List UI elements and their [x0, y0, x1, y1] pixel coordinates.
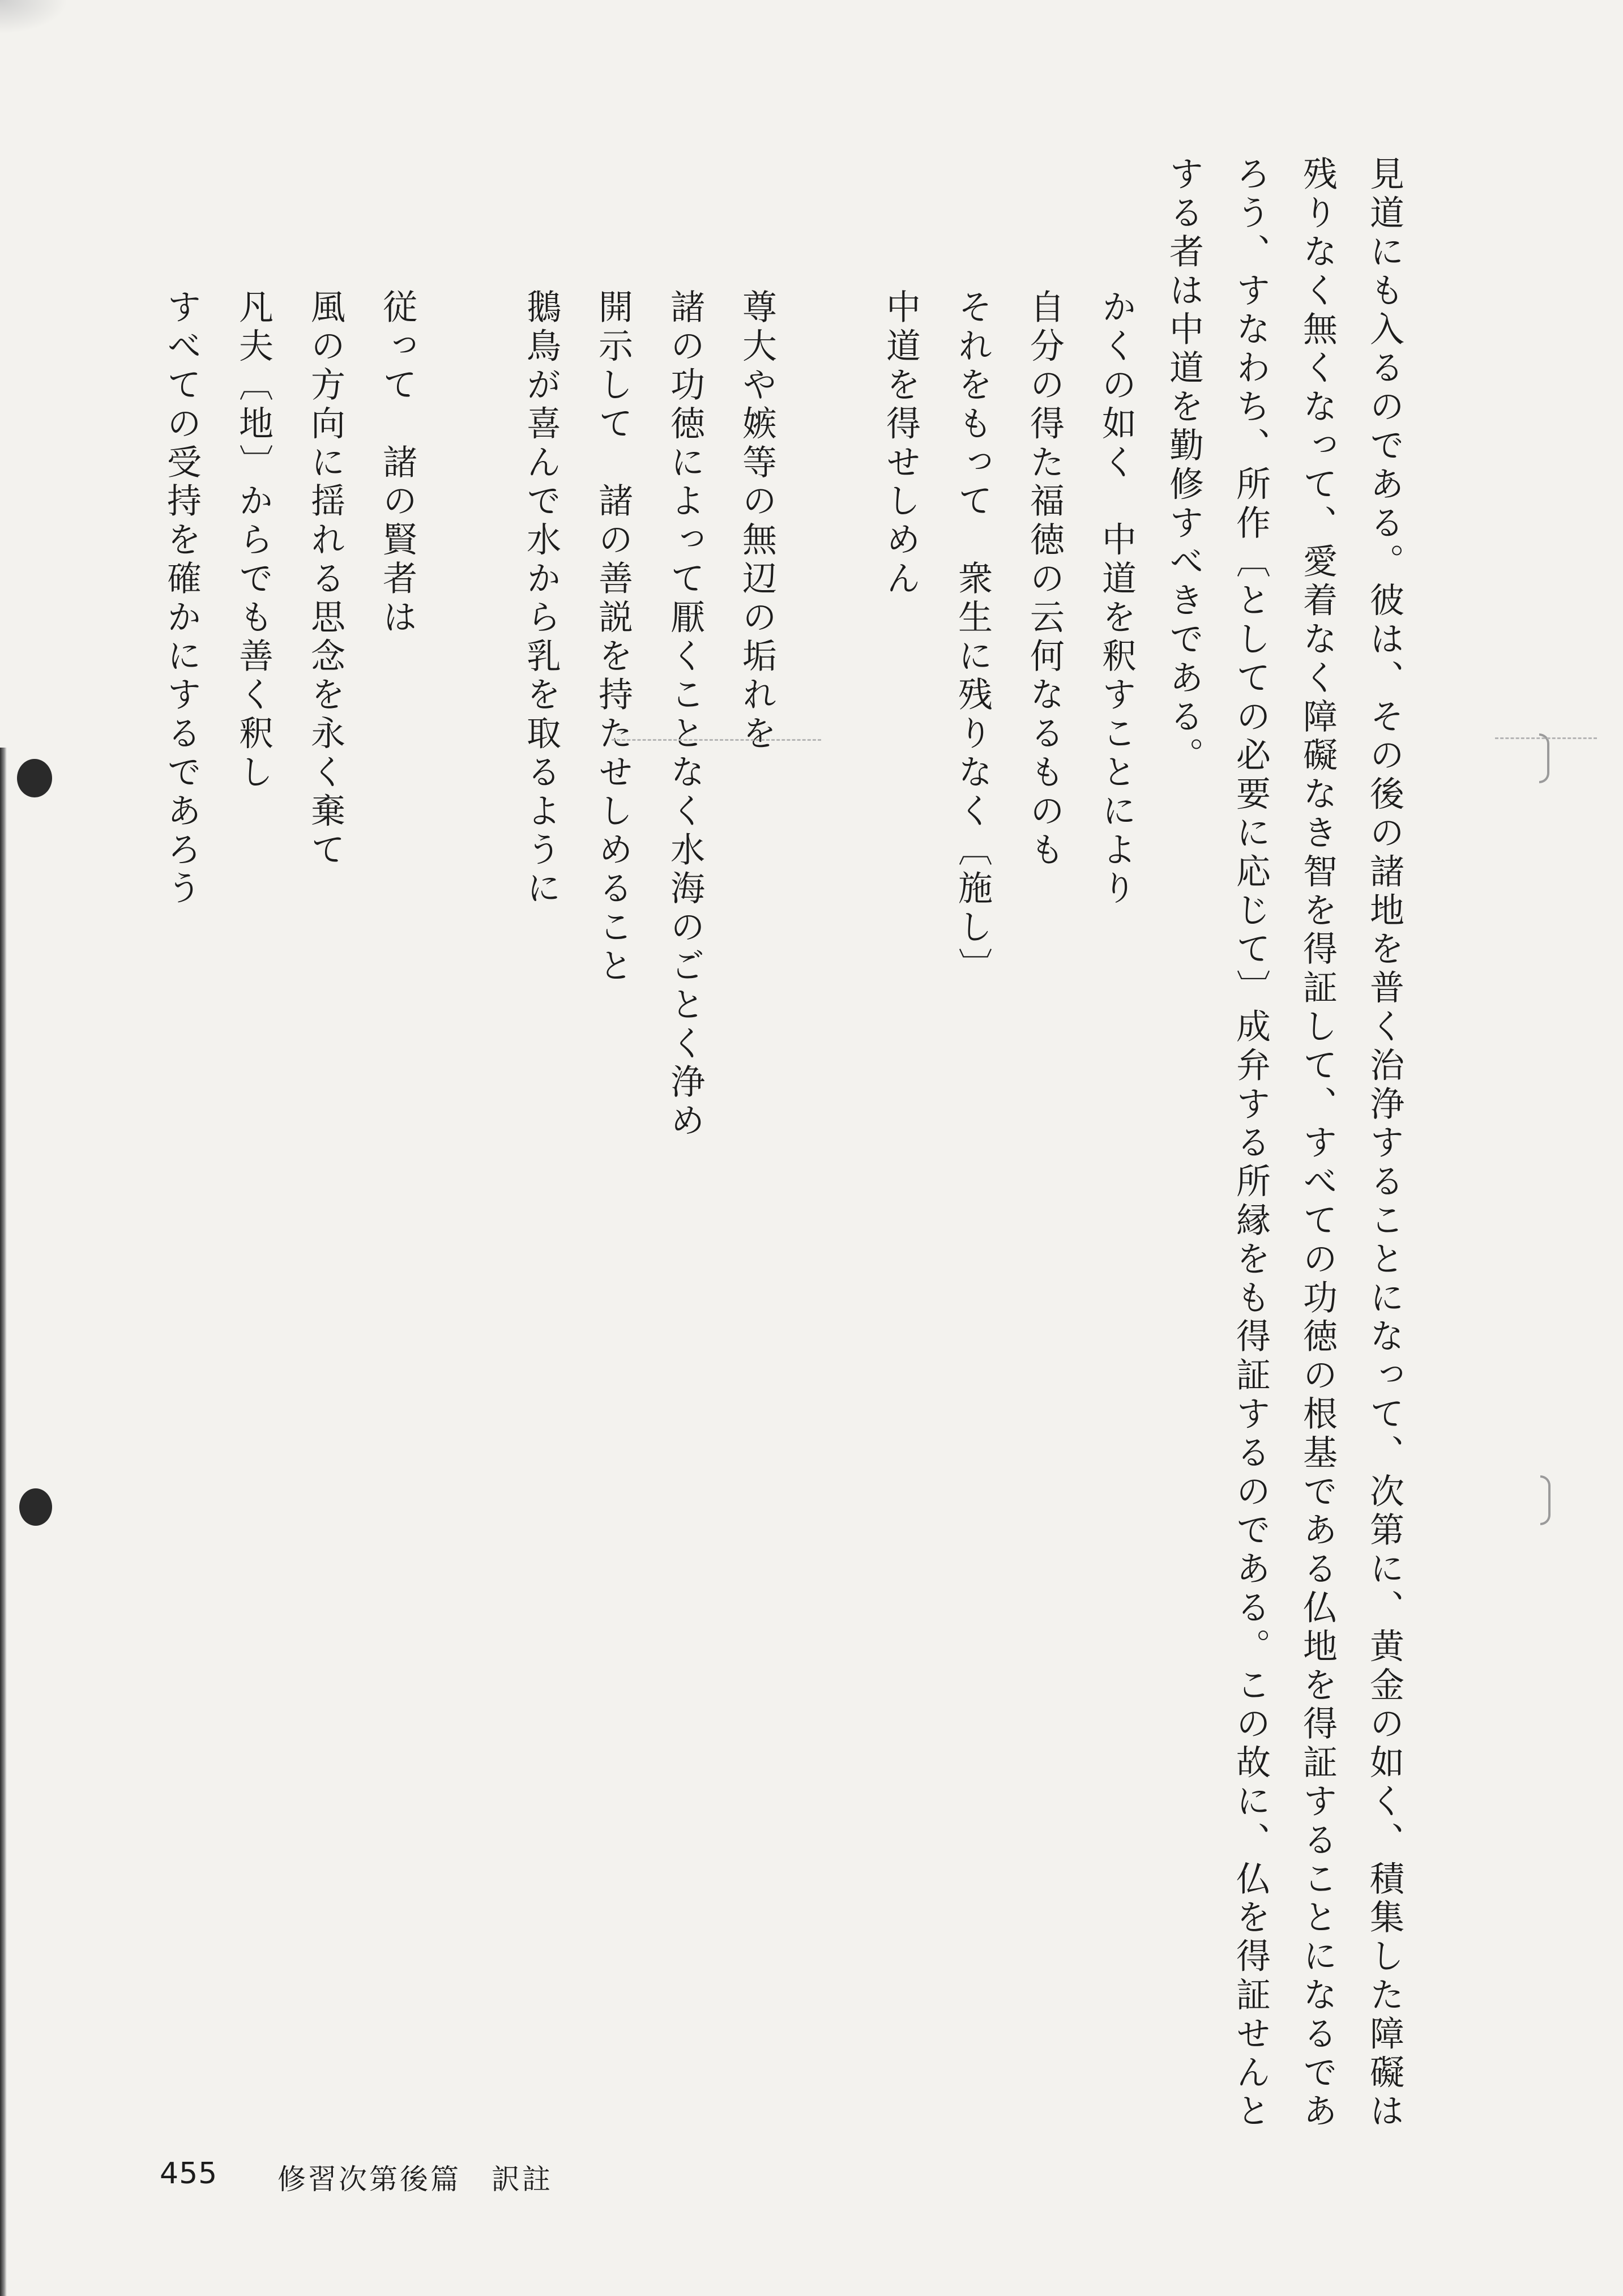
verse-line: 凡夫〔地〕からでも善く釈し — [233, 289, 274, 793]
scan-corner-shadow — [0, 0, 68, 34]
page-number: 455 — [160, 2157, 218, 2191]
scan-artifact-line — [1495, 737, 1597, 739]
text-line: 残りなく無くなって、愛着なく障礙なき智を得証して、すべての功徳の根基である仏地を得証することになるであ — [1297, 156, 1338, 2132]
punch-hole-mark — [17, 759, 52, 797]
verse-line: 鵝鳥が喜んで水から乳を取るように — [521, 289, 561, 909]
text-line: 見道にも入るのである。彼は、その後の諸地を普く治浄することになって、次第に、黄金の如く、積集した障礙は — [1364, 156, 1404, 2132]
verse-line: すべての受持を確かにするであろう — [161, 289, 202, 909]
text-line: ろう、すなわち、所作〔としての必要に応じて〕成弁する所縁をも得証するのである。この故に、仏を得証せんと — [1231, 156, 1271, 2132]
binding-mark — [1539, 733, 1549, 783]
punch-hole-mark — [19, 1488, 52, 1526]
verse-line: 開示して 諸の善説を持たせしめること — [593, 289, 633, 987]
verse-line: 風の方向に揺れる思念を永く棄て — [305, 289, 345, 870]
text-line: する者は中道を勤修すべきである。 — [1164, 156, 1204, 776]
binding-mark — [1540, 1475, 1551, 1525]
verse-line: それをもって 衆生に残りなく〔施し〕 — [953, 289, 993, 987]
scan-edge-shadow — [0, 748, 7, 2296]
running-title: 修習次第後篇 訳註 — [277, 2163, 553, 2196]
verse-line: 中道を得せしめん — [881, 289, 921, 599]
verse-line: 尊大や嫉等の無辺の垢れを — [737, 289, 777, 754]
verse-line: 従って 諸の賢者は — [377, 289, 417, 638]
verse-line: かくの如く 中道を釈すことにより — [1096, 289, 1137, 909]
verse-line: 自分の得た福徳の云何なるものも — [1024, 289, 1065, 870]
verse-line: 諸の功徳によって厭くことなく水海のごとく浄め — [665, 289, 705, 1141]
scan-artifact-line — [612, 739, 821, 741]
